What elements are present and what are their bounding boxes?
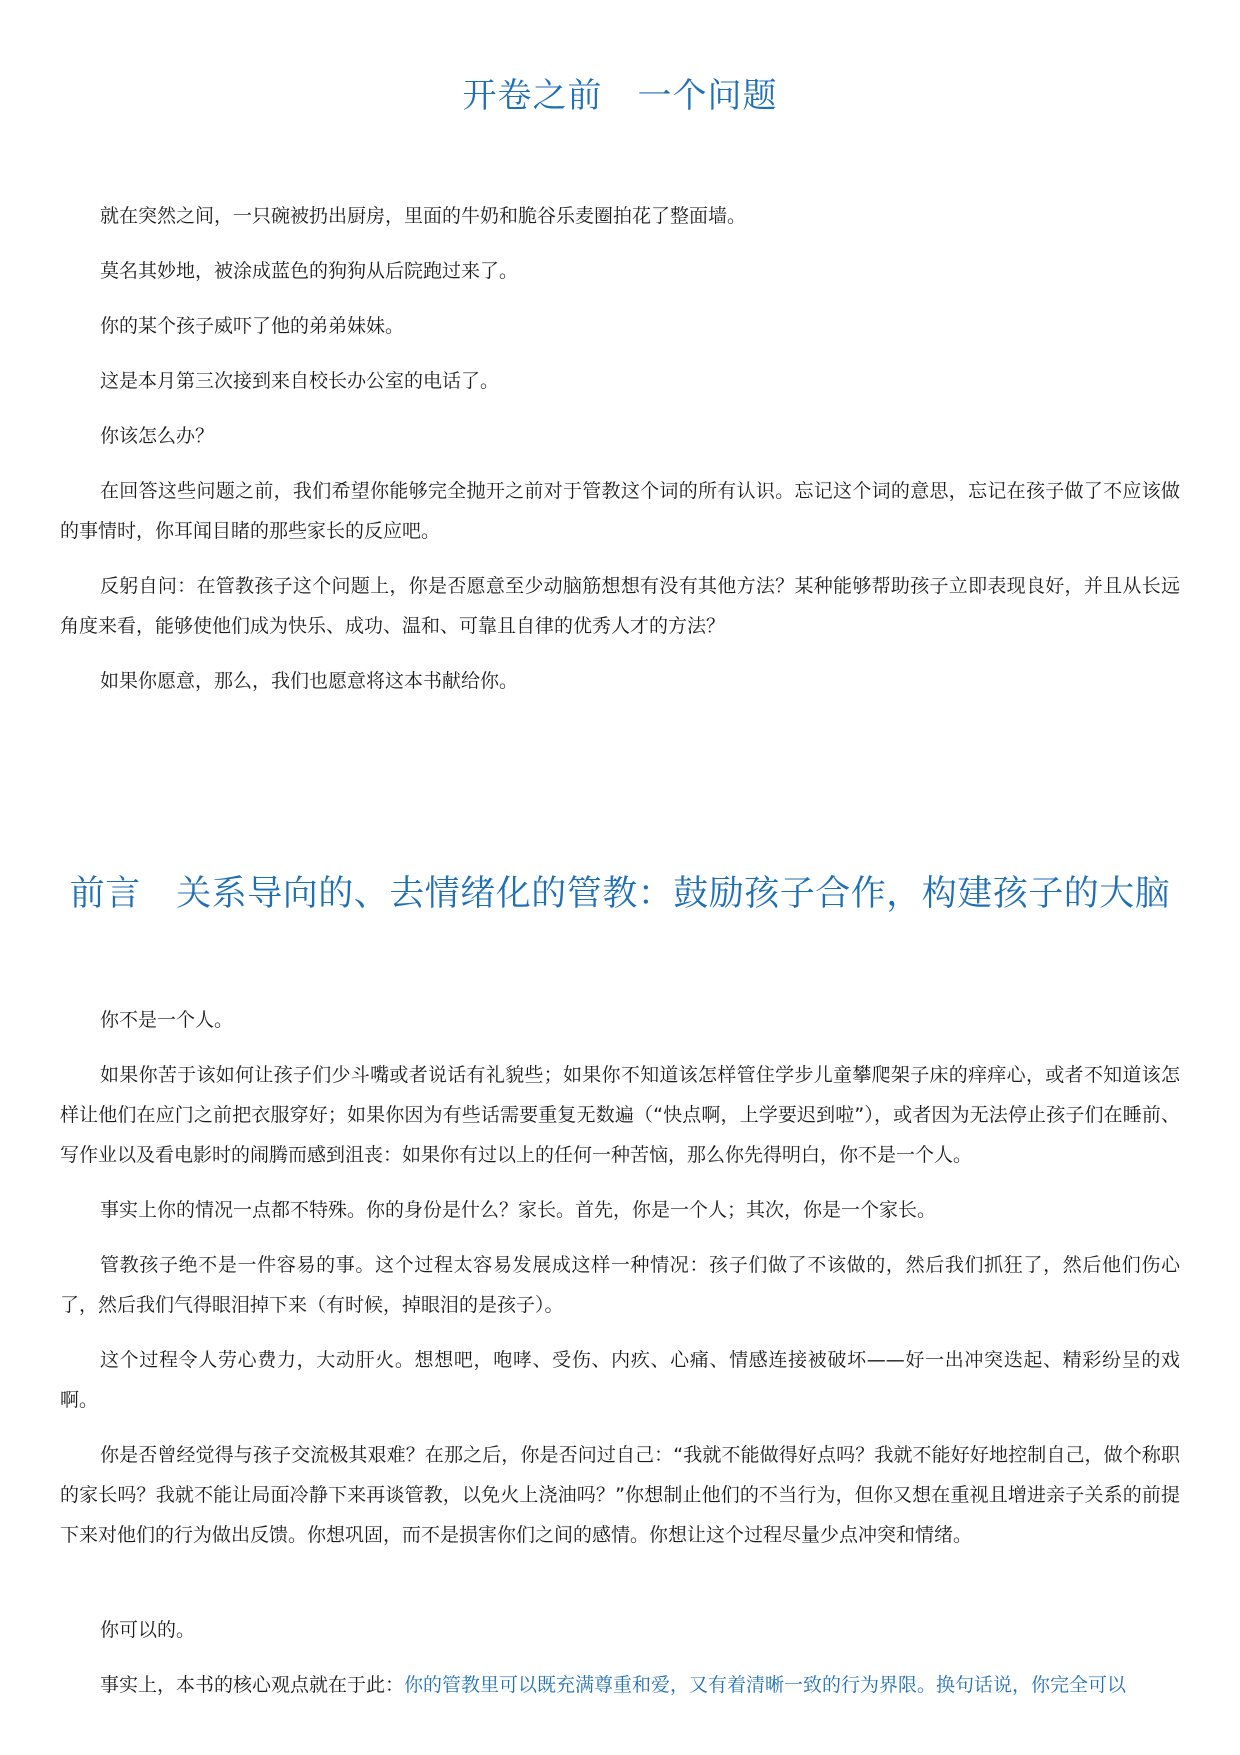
section-title-preface: 前言 关系导向的、去情绪化的管教：鼓励孩子合作，构建孩子的大脑 [69, 874, 1171, 914]
paragraph-lead-text: 事实上，本书的核心观点就在于此： [100, 1674, 405, 1696]
paragraph-core-idea [60, 1665, 1180, 1705]
paragraph: 这个过程令人劳心费力，大动肝火。想想吧，咆哮、受伤、内疚、心痛、情感连接被破坏——好一出冲突迭起、精彩纷呈的戏啊。 [60, 1349, 1180, 1411]
paragraph: 你该怎么办？ [100, 425, 215, 447]
paragraph: 你是否曾经觉得与孩子交流极其艰难？在那之后，你是否问过自己：“我就不能做得好点吗？我就不能好好地控制自己，做个称职的家长吗？我就不能让局面冷静下来再谈管教，以免火上浇油吗？”你想制止他们的不当行为，但你又想在重视且增进亲子关系的前提下来对他们的行为做出反馈。你想巩固，而不是损害你们之间的感情。你想让这个过程尽量少点冲突和情绪。 [60, 1444, 1180, 1546]
paragraph: 莫名其妙地，被涂成蓝色的狗狗从后院跑过来了。 [100, 260, 519, 282]
paragraph: 在回答这些问题之前，我们希望你能够完全抛开之前对于管教这个词的所有认识。忘记这个词的意思，忘记在孩子做了不应该做的事情时，你耳闻目睹的那些家长的反应吧。 [60, 480, 1180, 542]
paragraph: 你不是一个人。 [100, 1009, 234, 1031]
paragraph: 事实上你的情况一点都不特殊。你的身份是什么？家长。首先，你是一个人；其次，你是一个家长。 [100, 1199, 937, 1221]
paragraph: 你可以的。 [100, 1619, 196, 1641]
paragraph: 如果你愿意，那么，我们也愿意将这本书献给你。 [100, 670, 519, 692]
paragraph: 这是本月第三次接到来自校长办公室的电话了。 [100, 370, 500, 392]
section-title-before-reading: 开卷之前 一个问题 [462, 76, 778, 116]
highlighted-key-point: 你的管教里可以既充满尊重和爱，又有着清晰一致的行为界限。换句话说，你完全可以 [404, 1674, 1127, 1696]
paragraph: 反躬自问：在管教孩子这个问题上，你是否愿意至少动脑筋想想有没有其他方法？某种能够帮助孩子立即表现良好，并且从长远角度来看，能够使他们成为快乐、成功、温和、可靠且自律的优秀人才的方法？ [60, 575, 1180, 637]
paragraph: 你的某个孩子威吓了他的弟弟妹妹。 [100, 315, 405, 337]
paragraph: 管教孩子绝不是一件容易的事。这个过程太容易发展成这样一种情况：孩子们做了不该做的，然后我们抓狂了，然后他们伤心了，然后我们气得眼泪掉下来（有时候，掉眼泪的是孩子）。 [60, 1254, 1180, 1316]
paragraph: 就在突然之间，一只碗被扔出厨房，里面的牛奶和脆谷乐麦圈拍花了整面墙。 [100, 205, 747, 227]
paragraph: 如果你苦于该如何让孩子们少斗嘴或者说话有礼貌些；如果你不知道该怎样管住学步儿童攀爬架子床的痒痒心，或者不知道该怎样让他们在应门之前把衣服穿好；如果你因为有些话需要重复无数遍（“快点啊，上学要迟到啦”），或者因为无法停止孩子们在睡前、写作业以及看电影时的闹腾而感到沮丧：如果你有过以上的任何一种苦恼，那么你先得明白，你不是一个人。 [60, 1064, 1180, 1166]
